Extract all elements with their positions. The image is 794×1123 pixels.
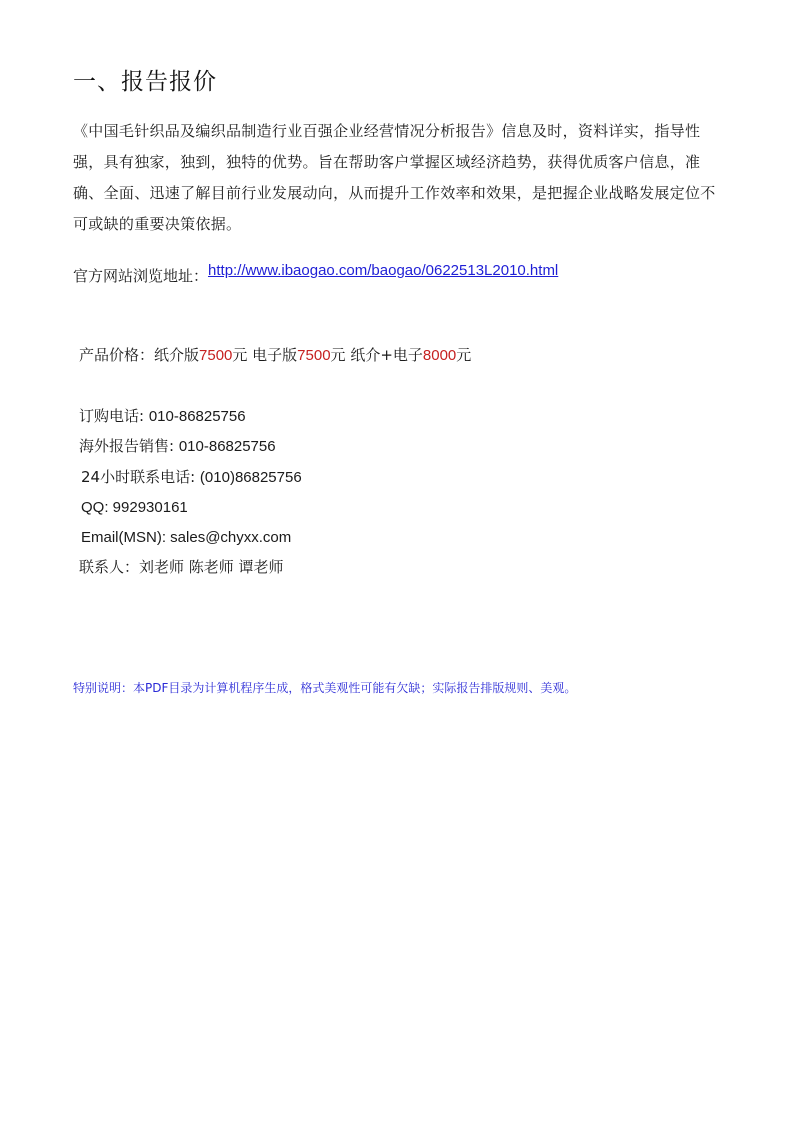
website-line (73, 262, 558, 291)
overseas-phone-row (79, 432, 302, 462)
electronic-price: 7500 (297, 347, 331, 364)
contact-list (79, 402, 302, 584)
email-address: sales@chyxx.com (170, 529, 292, 547)
price-label: 产品价格：纸介版 (79, 346, 200, 364)
section-heading: 一、报告报价 (73, 69, 217, 95)
contact-person-label: 联系人： (79, 558, 140, 577)
hotline-row (79, 463, 302, 493)
order-phone-label: 订购电话: (79, 407, 149, 425)
order-phone-row (79, 402, 302, 432)
price-unit-3: 元 (456, 346, 472, 364)
overseas-phone: 010-86825756 (178, 438, 276, 456)
website-link[interactable]: http://www.ibaogao.com/baogao/0622513L2010.html (208, 262, 559, 279)
email-label: Email(MSN): (81, 529, 171, 547)
email-row (79, 523, 302, 553)
qq-row (79, 493, 302, 523)
qq-number: 992930161 (112, 498, 188, 516)
hotline-phone: (010)86825756 (199, 468, 302, 486)
paper-price: 7500 (199, 347, 233, 364)
intro-paragraph: 《中国毛针织品及编织品制造行业百强企业经营情况分析报告》信息及时，资料详实，指导性强，具有独家，独到，独特的优势。旨在帮助客户掌握区域经济趋势，获得优质客户信息，准确、全面、迅速了解目前行业发展动向，从而提升工作效率和效果，是把握企业战略发展定位不可或缺的重要决策依据。 (73, 122, 716, 233)
special-note: 特别说明：本PDF目录为计算机程序生成，格式美观性可能有欠缺；实际报告排版规则、美观。 (73, 681, 577, 695)
price-unit-2: 元 纸介+电子 (330, 346, 423, 364)
combo-price: 8000 (422, 347, 457, 364)
overseas-phone-label: 海外报告销售: (79, 437, 179, 456)
order-phone: 010-86825756 (148, 408, 246, 425)
contact-person-row (79, 553, 302, 583)
hotline-label: 24小时联系电话: (81, 467, 200, 486)
website-label: 官方网站浏览地址： (73, 267, 209, 285)
qq-label: QQ: (81, 498, 113, 516)
price-line (79, 341, 471, 370)
contact-persons: 刘老师 陈老师 谭老师 (139, 558, 284, 577)
price-unit-1: 元 电子版 (232, 346, 298, 364)
